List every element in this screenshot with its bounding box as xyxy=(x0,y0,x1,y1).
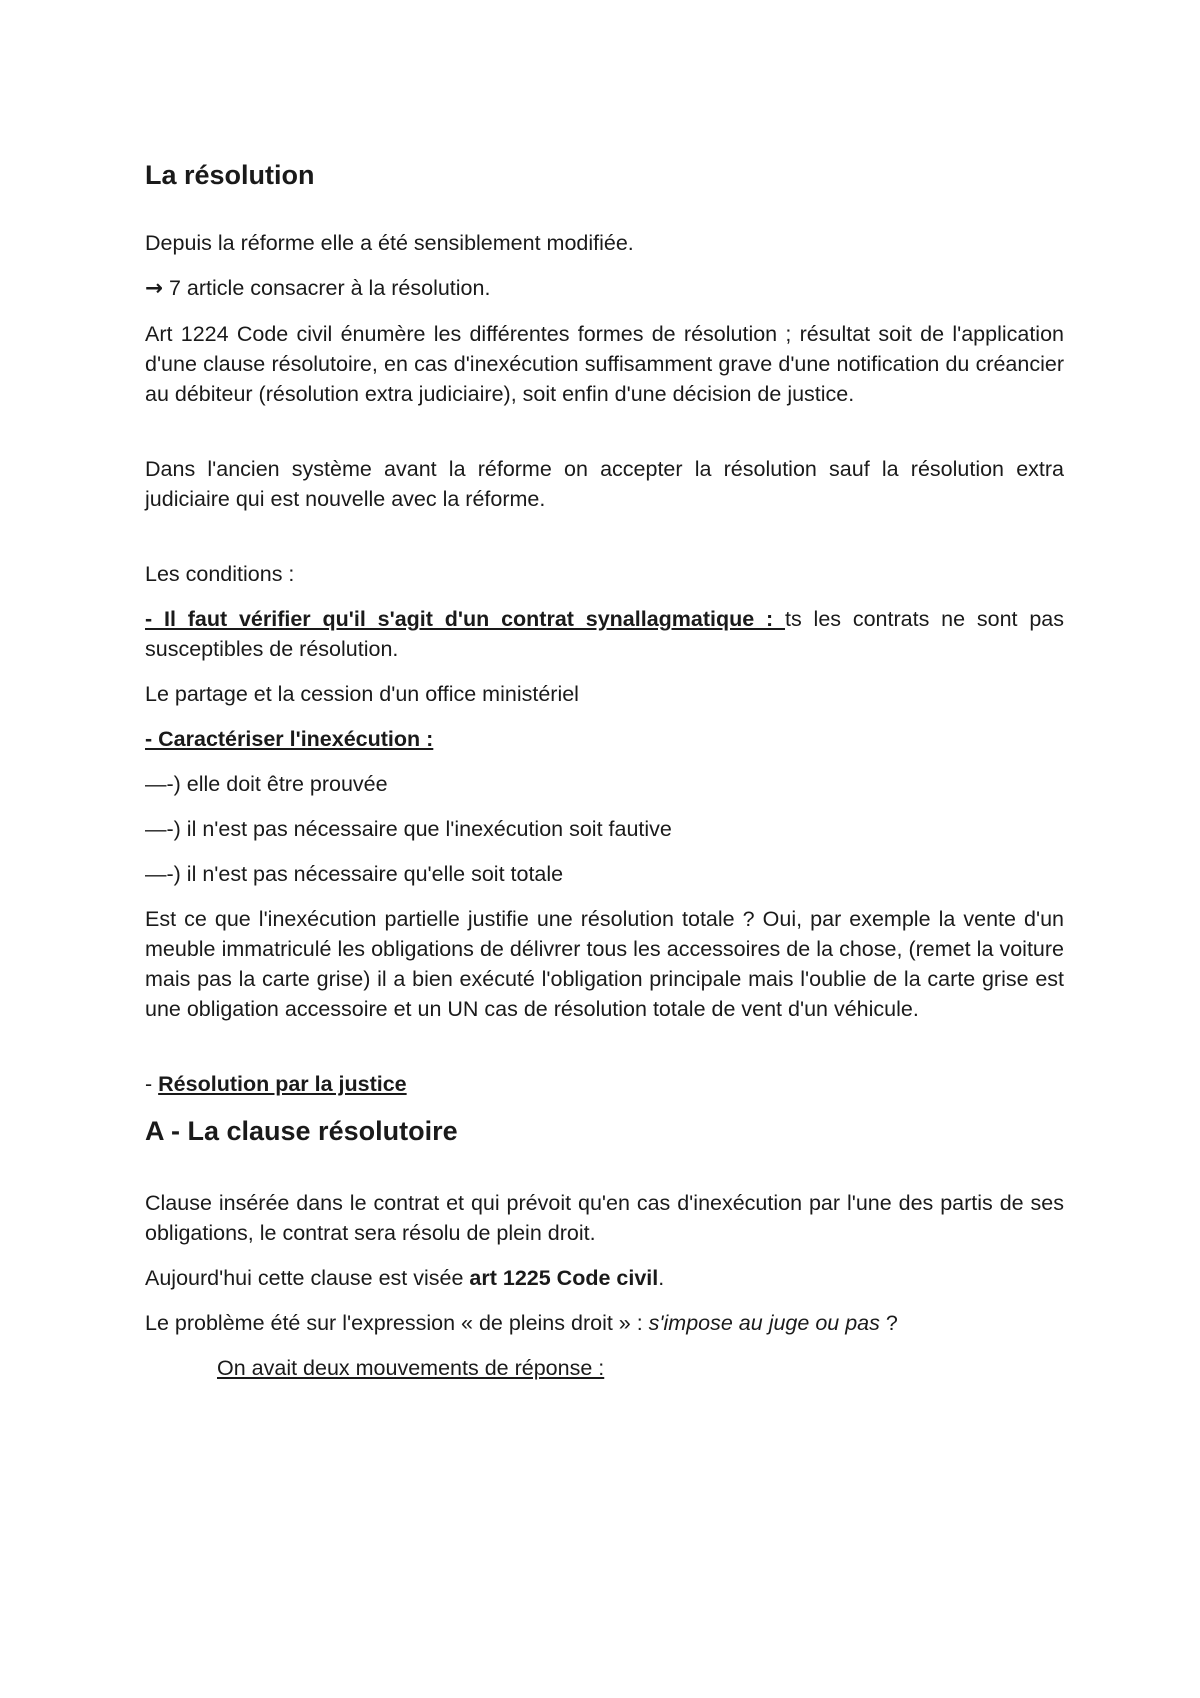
paragraph-clause-definition: Clause insérée dans le contrat et qui prévoit qu'en cas d'inexécution par l'une des partis de ses obligations, le contrat sera résolu de plein droit. xyxy=(145,1191,1064,1245)
paragraph-art-1225-text: Aujourd'hui cette clause est visée xyxy=(145,1266,470,1290)
condition-synallagmatique-text: ts les contrats ne sont pas susceptibles de résolution. xyxy=(145,607,1064,661)
paragraph-articles xyxy=(145,273,1064,304)
paragraph-intro: Depuis la réforme elle a été sensiblement modifiée. xyxy=(145,231,634,255)
paragraph-pleins-droit-italic: s'impose au juge ou pas xyxy=(648,1311,880,1335)
paragraph-partage: Le partage et la cession d'un office ministériel xyxy=(145,682,579,706)
section-heading-a: A - La clause résolutoire xyxy=(145,1116,458,1146)
paragraph-art-1225 xyxy=(145,1263,1064,1293)
paragraph-ancien-systeme: Dans l'ancien système avant la réforme on accepter la résolution sauf la résolution extra judiciaire qui est nouvelle avec la réforme. xyxy=(145,457,1064,511)
paragraph-inexecution-partielle: Est ce que l'inexécution partielle justifie une résolution totale ? Oui, par exemple la vente d'un meuble immatriculé les obligations de délivrer tous les accessoires de la chose, (remet la voiture mais pas la carte grise) il a bien exécuté l'obligation principale mais l'oublie de la carte grise est une obligation accessoire et un UN cas de résolution totale de vent d'un véhicule. xyxy=(145,907,1064,1021)
spacer xyxy=(145,529,1064,559)
paragraph-articles-text: 7 article consacrer à la résolution. xyxy=(163,276,491,300)
paragraph-pleins-droit-text: Le problème été sur l'expression « de pleins droit » : xyxy=(145,1311,649,1335)
paragraph-conditions: Les conditions : xyxy=(145,562,295,586)
condition-inexecution-heading: - Caractériser l'inexécution : xyxy=(145,727,434,751)
paragraph-pleins-droit xyxy=(145,1308,1064,1338)
art-1225-reference: art 1225 Code civil xyxy=(469,1266,659,1290)
paragraph-pleins-droit-end: ? xyxy=(879,1311,898,1335)
resolution-justice-heading: Résolution par la justice xyxy=(158,1072,407,1096)
paragraph-mouvements xyxy=(145,1353,1064,1383)
list-item: —-) elle doit être prouvée xyxy=(145,772,388,796)
spacer xyxy=(145,1039,1064,1069)
spacer xyxy=(145,424,1064,454)
condition-synallagmatique-heading: - Il faut vérifier qu'il s'agit d'un contrat synallagmatique : xyxy=(145,607,786,631)
list-item: —-) il n'est pas nécessaire que l'inexécution soit fautive xyxy=(145,817,672,841)
resolution-justice-line xyxy=(145,1069,1064,1099)
resolution-justice-prefix: - xyxy=(145,1072,159,1096)
condition-synallagmatique xyxy=(145,604,1064,664)
paragraph-art-1225-end: . xyxy=(658,1266,665,1290)
mouvements-heading: On avait deux mouvements de réponse : xyxy=(217,1356,605,1380)
paragraph-art-1224: Art 1224 Code civil énumère les différentes formes de résolution ; résultat soit de l'application d'une clause résolutoire, en cas d'inexécution suffisamment grave d'une notification du créancier au débiteur (résolution extra judiciaire), soit enfin d'une décision de justice. xyxy=(145,322,1064,406)
list-item: —-) il n'est pas nécessaire qu'elle soit totale xyxy=(145,862,564,886)
page-title: La résolution xyxy=(145,160,315,190)
condition-inexecution xyxy=(145,724,1064,754)
arrow-right-icon: → xyxy=(145,276,164,301)
